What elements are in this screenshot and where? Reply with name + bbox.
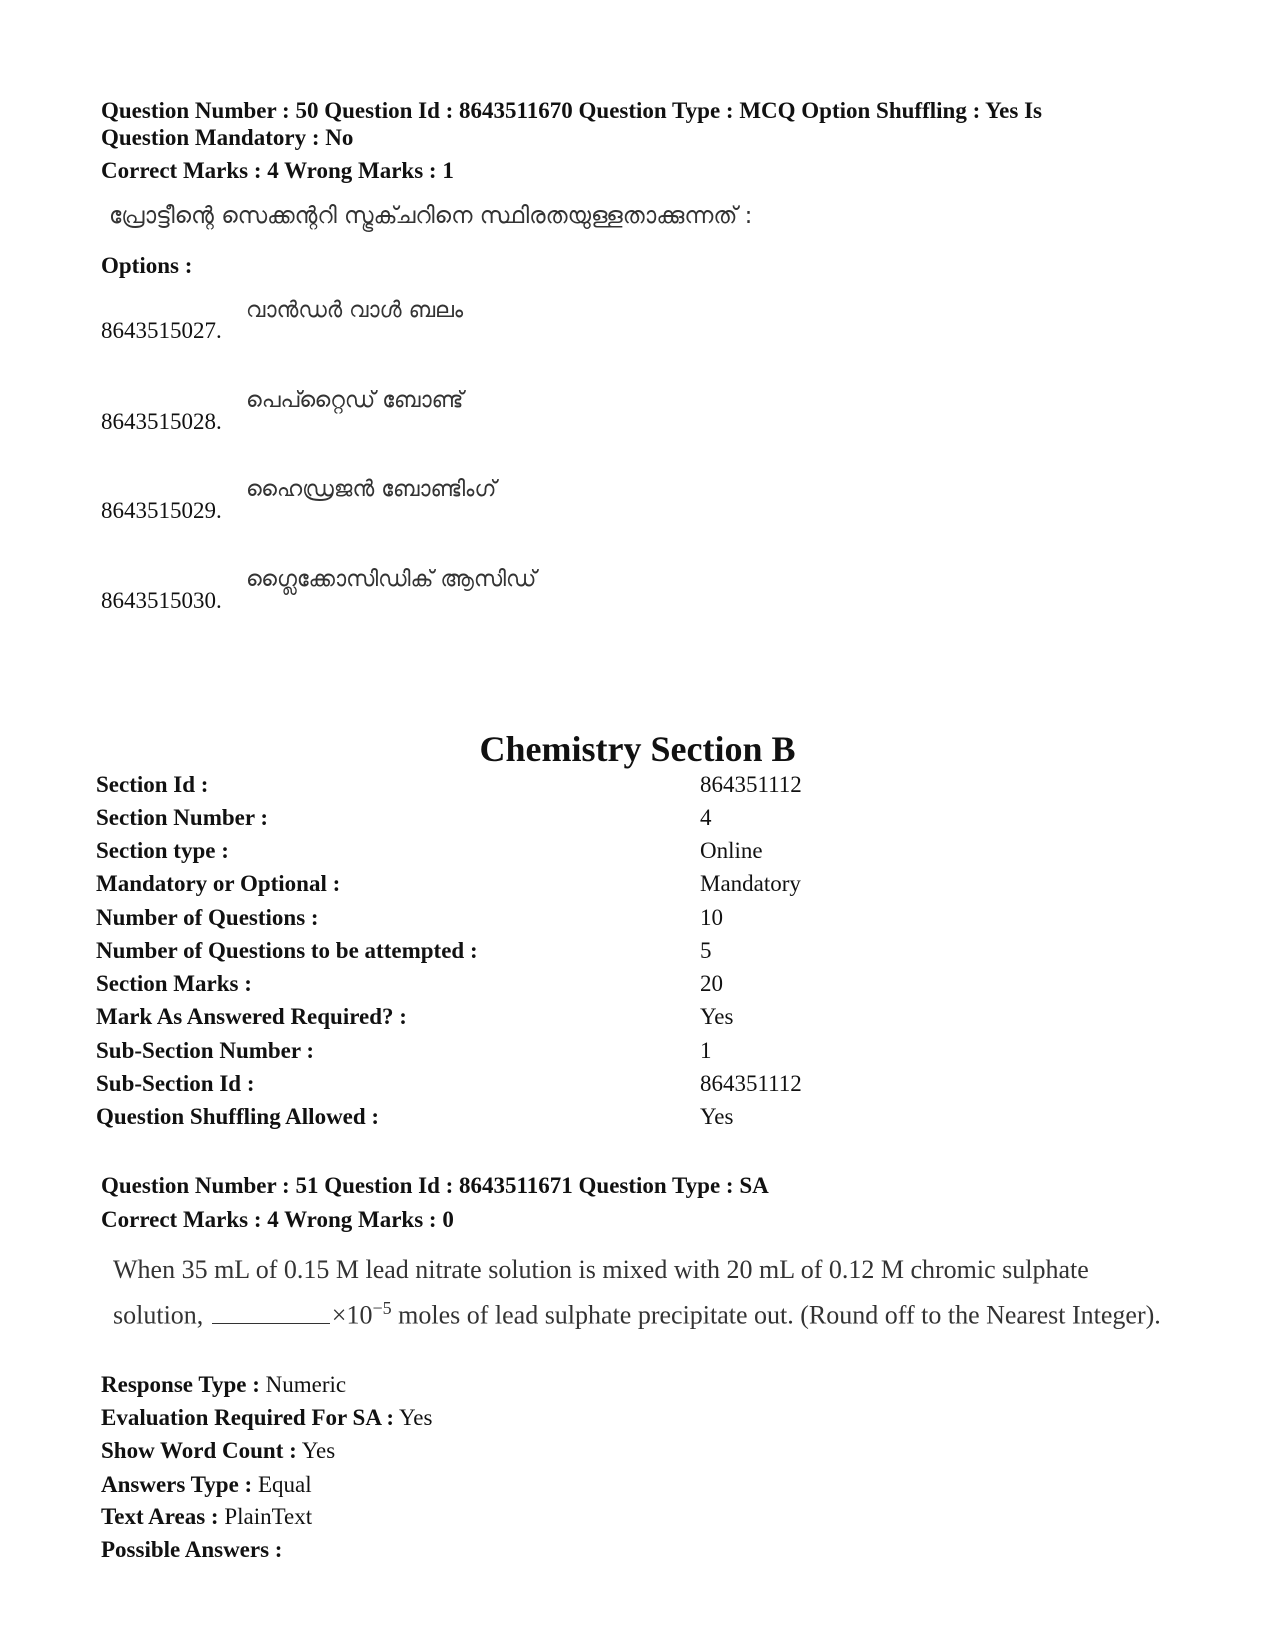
section-row-marks [96,971,1196,1003]
section-row-mark-answered [96,1004,1196,1036]
section-row-num-questions [96,905,1196,937]
section-row-mandatory [96,871,1196,903]
answer-blank [212,1303,330,1324]
row-label: Section Number : [96,805,269,830]
meta-label: Evaluation Required For SA : [101,1405,395,1430]
row-label: Number of Questions to be attempted : [96,938,478,963]
meta-label: Show Word Count : [101,1438,297,1463]
option-text: ഗ്ലൈക്കോസിഡിക് ആസിഡ് [246,567,537,592]
meta-label: Text Areas : [101,1504,219,1529]
option-id: 8643515027. [101,318,222,343]
q50-header-line2: Question Mandatory : No [101,125,354,150]
show-word-count [101,1438,335,1464]
meta-value: Numeric [265,1372,347,1397]
q51-times: ×10 [331,1300,373,1330]
row-label: Sub-Section Number : [96,1038,315,1063]
possible-answers [101,1537,282,1563]
response-type [101,1372,346,1398]
row-value: 20 [700,971,723,996]
row-value: 864351112 [700,1071,802,1096]
section-row-type [96,838,1196,870]
row-value: Yes [700,1004,734,1029]
row-label: Number of Questions : [96,905,319,930]
q50-question-text: പ്രോട്ടീന്റെ സെക്കന്ററി സ്ട്രക്ചറിനെ സ്ഥിരതയുള്ളതാക്കുന്നത് : [109,203,753,229]
option-id: 8643515029. [101,498,222,523]
q51-header: Question Number : 51 Question Id : 8643511671 Question Type : SA [101,1173,769,1198]
q51-text-part1: When 35 mL of 0.15 M lead nitrate solution is mixed with 20 mL of 0.12 M chromic sulphate solution, [113,1255,1089,1330]
option-id: 8643515028. [101,409,222,434]
meta-label: Possible Answers : [101,1537,283,1562]
meta-value: PlainText [224,1504,313,1529]
row-label: Mark As Answered Required? : [96,1004,407,1029]
option-text: പെപ്റ്റൈഡ് ബോണ്ട് [246,388,464,413]
meta-label: Answers Type : [101,1472,253,1497]
section-row-subsection-id [96,1071,1196,1103]
row-value: 1 [700,1038,712,1063]
section-row-number [96,805,1196,837]
option-id: 8643515030. [101,588,222,613]
text-areas [101,1504,312,1530]
q50-marks: Correct Marks : 4 Wrong Marks : 1 [101,158,454,183]
section-row-shuffling [96,1104,1196,1136]
section-row-attempt [96,938,1196,970]
meta-value: Yes [399,1405,433,1430]
evaluation-required [101,1405,432,1431]
row-label: Mandatory or Optional : [96,871,341,896]
row-value: 4 [700,805,712,830]
row-value: Online [700,838,763,863]
section-row-subsection-number [96,1038,1196,1070]
row-label: Sub-Section Id : [96,1071,255,1096]
option-text: വാൻഡർ വാൾ ബലം [246,298,464,323]
meta-value: Equal [257,1472,312,1497]
row-label: Question Shuffling Allowed : [96,1104,380,1129]
q51-marks: Correct Marks : 4 Wrong Marks : 0 [101,1207,454,1232]
row-label: Section type : [96,838,229,863]
row-value: 5 [700,938,712,963]
row-value: Yes [700,1104,734,1129]
section-title: Chemistry Section B [479,729,796,769]
q51-question-text [113,1250,1178,1335]
meta-label: Response Type : [101,1372,260,1397]
q50-header-line1: Question Number : 50 Question Id : 8643511670 Question Type : MCQ Option Shuffling : Yes Is [101,98,1042,123]
q51-exponent: −5 [372,1298,392,1318]
meta-value: Yes [301,1438,336,1463]
answers-type [101,1472,312,1498]
row-label: Section Id : [96,772,209,797]
row-value: Mandatory [700,871,801,896]
row-value: 864351112 [700,772,802,797]
q51-text-part2: moles of lead sulphate precipitate out. (Round off to the Nearest Integer). [398,1300,1161,1330]
row-label: Section Marks : [96,971,252,996]
row-value: 10 [700,905,723,930]
section-row-id [96,772,1196,804]
options-label: Options : [101,253,193,278]
option-text: ഹൈഡ്രജൻ ബോണ്ടിംഗ് [246,477,497,502]
